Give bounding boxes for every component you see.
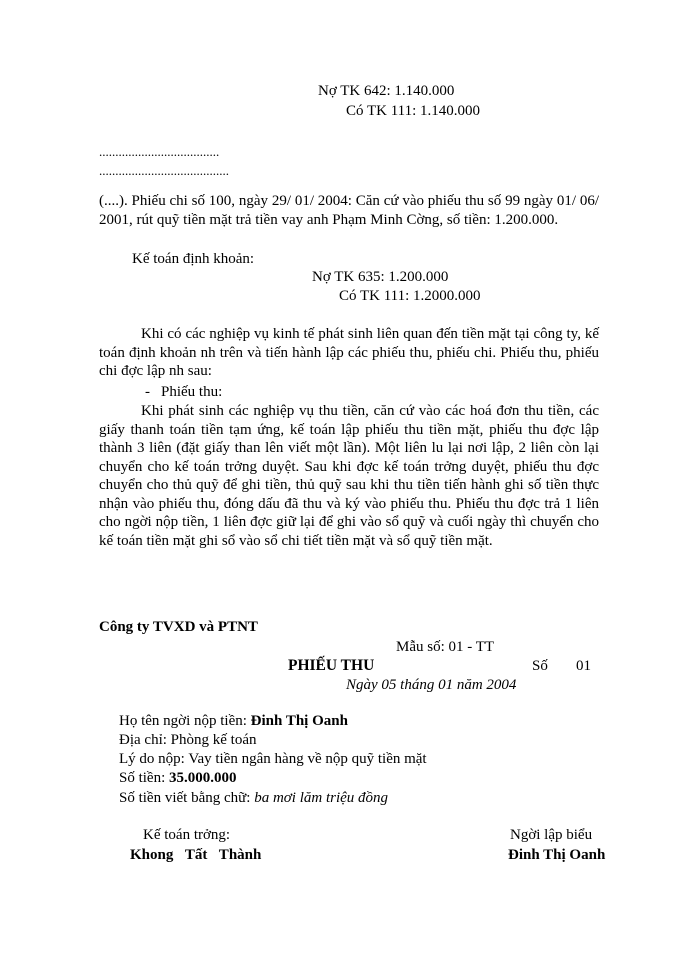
form-date: Ngày 05 tháng 01 năm 2004 <box>346 677 517 693</box>
blank-line-1: ..................................... <box>99 144 220 159</box>
payer-label: Họ tên ngời nộp tiền: <box>119 713 251 729</box>
journal-credit-111-b: Có TK 111: 1.2000.000 <box>339 288 481 304</box>
signature-left-title: Kế toán trởng: <box>143 827 231 843</box>
journal-debit-642: Nợ TK 642: 1.140.000 <box>318 83 455 99</box>
reason-label: Lý do nộp: <box>119 751 189 767</box>
company-name: Công ty TVXD và PTNT <box>99 619 258 635</box>
amount-words-value: ba mơi lăm triệu đồng <box>254 790 389 806</box>
reason-value: Vay tiền ngân hàng về nộp quỹ tiền mặt <box>188 751 427 767</box>
bullet-marker: - <box>145 384 150 400</box>
blank-line-2: ........................................ <box>99 163 229 178</box>
amount-words-label: Số tiền viết bằng chữ: <box>119 790 255 806</box>
form-number-value: 01 <box>576 658 591 674</box>
address-row <box>119 731 256 749</box>
signature-left-name: Khong Tất Thành <box>130 847 262 863</box>
journal-credit-111: Có TK 111: 1.140.000 <box>346 103 481 119</box>
journal-debit-635: Nợ TK 635: 1.200.000 <box>312 269 449 285</box>
reason-row <box>119 750 427 768</box>
signature-right-name: Đinh Thị Oanh <box>508 847 606 863</box>
address-label: Địa chỉ: <box>119 732 171 748</box>
amount-label: Số tiền: <box>119 770 170 786</box>
payer-row <box>119 712 348 730</box>
payer-value: Đinh Thị Oanh <box>250 713 348 729</box>
amount-value: 35.000.000 <box>169 770 237 786</box>
form-code: Mẫu số: 01 - TT <box>396 639 495 655</box>
entry-label: Kế toán định khoản: <box>132 251 255 267</box>
amount-row <box>119 769 237 787</box>
receipt-process-paragraph: Khi phát sinh các nghiệp vụ thu tiền, căn cứ vào các hoá đơn thu tiền, các giấy thanh toán tiền tạm ứng, kế toán lập phiếu thu tiền mặt, phiếu thu đợc lập thành 3 liên (đặt giấy than lên viết một lần). Một liên lu lại nơi lập, 2 liên còn lại chuyển cho kế toán trởng duyệt. Sau khi đợc kế toán trởng duyệt, phiếu thu đợc chuyển cho thủ quỹ để ghi tiền, thủ quỹ sau khi thu tiền tiến hành ghi số tiền thực nhận vào phiếu thu, đóng dấu đã thu và ký vào phiếu thu. Phiếu thu đợc trả 1 liên cho ngời nộp tiền, 1 liên đợc giữ lại để ghi vào sổ quỹ và cuối ngày thì chuyển cho kế toán tiền mặt ghi sổ vào sổ chi tiết tiền mặt và sổ quỹ tiền mặt. <box>99 403 599 549</box>
signature-right-title: Ngời lập biểu <box>510 827 593 843</box>
amount-words-row <box>119 789 388 807</box>
intro-paragraph: Khi có các nghiệp vụ kinh tế phát sinh liên quan đến tiền mặt tại công ty, kế toán định khoản nh trên và tiến hành lập các phiếu thu, phiếu chi. Phiếu thu, phiếu chi đợc lập nh sau: <box>99 326 599 379</box>
address-value: Phòng kế toán <box>170 732 257 748</box>
form-title: PHIẾU THU <box>288 657 375 674</box>
form-number-label: Số <box>532 658 548 674</box>
voucher-100-paragraph: (....). Phiếu chi số 100, ngày 29/ 01/ 2004: Căn cứ vào phiếu thu số 99 ngày 01/ 06/ 2001, rút quỹ tiền mặt trả tiền vay anh Phạm Minh Cờng, số tiền: 1.200.000. <box>99 193 599 228</box>
bullet-label: Phiếu thu: <box>161 384 223 400</box>
